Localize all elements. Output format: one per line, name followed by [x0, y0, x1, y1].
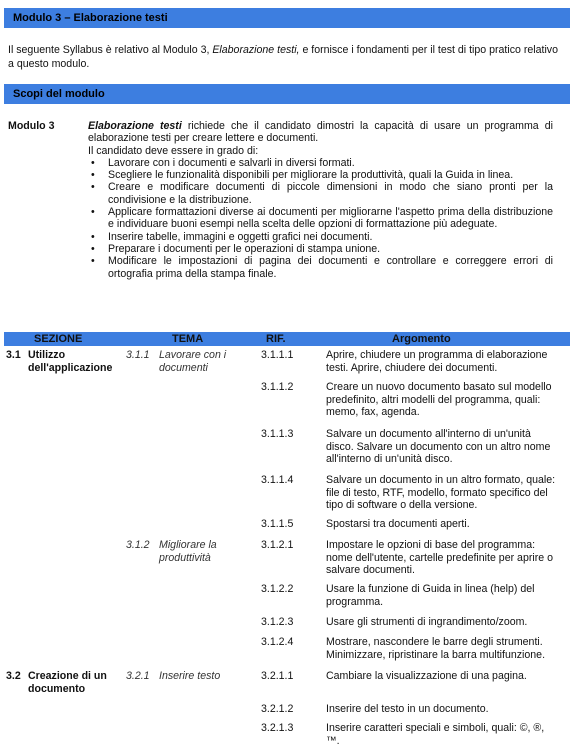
intro-text-em: Elaborazione testi, [212, 44, 300, 56]
objective-item: • Preparare i documenti per le operazioni di stampa unione. [88, 243, 553, 255]
row-rif: 3.1.1.1 [261, 349, 294, 361]
tema-name: Inserire testo [159, 670, 221, 682]
row-argomento: Spostarsi tra documenti aperti. [326, 518, 470, 530]
row-rif: 3.2.1.2 [261, 703, 294, 715]
objective-item: • Modificare le impostazioni di pagina dei documenti e controllare e correggere errori di ortografia prima della stampa finale. [88, 255, 553, 280]
section-name: Utilizzo dell'applicazione [28, 349, 113, 374]
row-argomento: Inserire del testo in un documento. [326, 703, 489, 715]
objective-item: • Applicare formattazioni diverse ai documenti per migliorarne l'aspetto prima della distribuzione e individuare buoni esempi nella scelta delle opzioni di formattazione più adeguate. [88, 206, 553, 231]
section-number: 3.1 [6, 349, 21, 361]
scopi-title: Scopi del modulo [13, 88, 105, 100]
tema-number: 3.1.1 [126, 349, 150, 361]
row-argomento: Usare gli strumenti di ingrandimento/zoom. [326, 616, 528, 628]
row-rif: 3.2.1.1 [261, 670, 294, 682]
tema-number: 3.2.1 [126, 670, 150, 682]
objective-item: • Creare e modificare documenti di piccole dimensioni in modo che siano pronti per la condivisione e la distribuzione. [88, 181, 553, 206]
row-argomento: Usare la funzione di Guida in linea (help) del programma. [326, 583, 535, 608]
row-argomento: Salvare un documento all'interno di un'unità disco. Salvare un documento con un altro nome all'interno di un'unità disco. [326, 428, 551, 465]
module-title: Modulo 3 – Elaborazione testi [13, 12, 168, 24]
row-rif: 3.1.2.4 [261, 636, 294, 648]
row-argomento: Impostare le opzioni di base del programma: nome dell'utente, cartelle predefinite per aprire o salvare documenti. [326, 539, 553, 576]
row-rif: 3.1.1.4 [261, 474, 294, 486]
row-rif: 3.1.1.2 [261, 381, 294, 393]
row-argomento: Inserire caratteri speciali e simboli, quali: ©, ®, ™. [326, 722, 545, 747]
objective-item: • Scegliere le funzionalità disponibili per migliorare la produttività, quali la Guida in linea. [88, 169, 553, 181]
row-rif: 3.1.2.2 [261, 583, 294, 595]
row-rif: 3.1.1.5 [261, 518, 294, 530]
intro-text-2: e fornisce i fondamenti per il test di tipo pratico relativo a questo modulo. [8, 44, 558, 70]
module-lead: Il candidato deve essere in grado di: [88, 144, 259, 157]
objectives-list [88, 157, 553, 280]
row-rif: 3.1.1.3 [261, 428, 294, 440]
col-header-rif: RIF. [266, 333, 286, 345]
section-number: 3.2 [6, 670, 21, 682]
col-header-sezione: SEZIONE [34, 333, 83, 345]
objective-item: • Inserire tabelle, immagini e oggetti grafici nei documenti. [88, 231, 553, 243]
module-description [88, 120, 553, 280]
row-argomento: Creare un nuovo documento basato sul modello predefinito, altri modelli del programma, quali: memo, fax, agenda. [326, 381, 552, 418]
module-label: Modulo 3 [8, 120, 55, 132]
col-header-tema: TEMA [172, 333, 204, 345]
tema-name: Migliorare la produttività [159, 539, 217, 564]
row-argomento: Aprire, chiudere un programma di elaborazione testi. Aprire, chiudere dei documenti. [326, 349, 548, 374]
row-argomento: Salvare un documento in un altro formato, quale: file di testo, RTF, modello, formato specifico del tipo di software o della versione. [326, 474, 556, 511]
row-rif: 3.2.1.3 [261, 722, 294, 734]
intro-text-1: Il seguente Syllabus è relativo al Modulo 3, [8, 44, 213, 56]
module-name: Elaborazione testi [88, 120, 182, 132]
scopi-title-bar [4, 84, 570, 104]
row-rif: 3.1.2.3 [261, 616, 294, 628]
module-desc-paragraph [88, 120, 553, 145]
row-argomento: Cambiare la visualizzazione di una pagina. [326, 670, 527, 682]
module-title-bar [4, 8, 570, 28]
row-argomento: Mostrare, nascondere le barre degli strumenti. Minimizzare, ripristinare la barra multifunzione. [326, 636, 546, 661]
objective-item: • Lavorare con i documenti e salvarli in diversi formati. [88, 157, 553, 169]
tema-name: Lavorare con i documenti [159, 349, 227, 374]
section-name: Creazione di un documento [28, 670, 107, 695]
module-desc-text: richiede che il candidato dimostri la capacità di usare un programma di elaborazione testi per creare lettere e documenti. [88, 120, 553, 145]
table-header [4, 332, 570, 346]
intro-paragraph [8, 44, 564, 71]
tema-number: 3.1.2 [126, 539, 150, 551]
col-header-argomento: Argomento [392, 333, 451, 345]
row-rif: 3.1.2.1 [261, 539, 294, 551]
